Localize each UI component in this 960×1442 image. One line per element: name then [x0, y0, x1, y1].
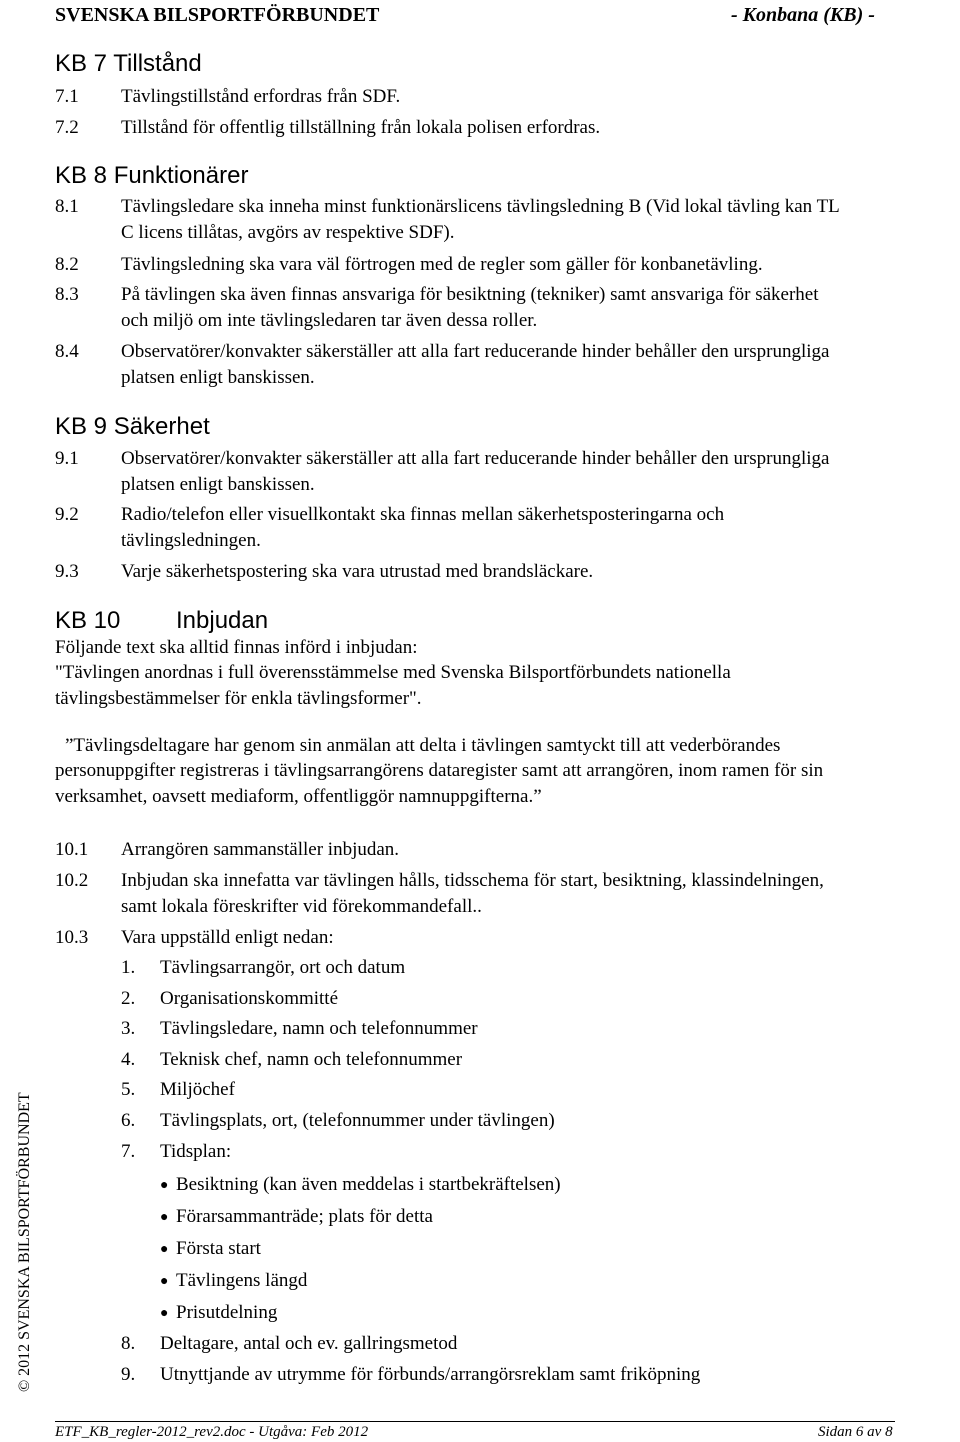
kb8-heading: KB 8 Funktionärer [55, 162, 249, 189]
bullet-text: Besiktning (kan även meddelas i startbekräftelsen) [176, 1174, 561, 1195]
kb10-heading-number: KB 10 [55, 607, 121, 634]
bullet-icon: ● [160, 1242, 169, 1257]
item-text: samt lokala föreskrifter vid förekommandefall.. [121, 896, 482, 917]
item-text: Tävlingsledare ska inneha minst funktionärslicens tävlingsledning B (Vid lokal tävling kan TL [121, 196, 840, 217]
bullet-text: Prisutdelning [176, 1302, 278, 1323]
item-text: Observatörer/konvakter säkerställer att alla fart reducerande hinder behåller den ursprungliga [121, 448, 830, 469]
item-text: platsen enligt banskissen. [121, 367, 315, 388]
item-text: Tillstånd för offentlig tillställning från lokala polisen erfordras. [121, 117, 601, 138]
list-text: Tävlingsledare, namn och telefonnummer [160, 1018, 478, 1039]
side-copyright-text: © 2012 SVENSKA BILSPORTFÖRBUNDET [16, 1092, 33, 1392]
item-number: 10.2 [55, 870, 89, 891]
item-text: Varje säkerhetspostering ska vara utrustad med brandsläckare. [121, 561, 594, 582]
list-number: 9. [121, 1364, 136, 1385]
list-text: Teknisk chef, namn och telefonnummer [160, 1049, 463, 1070]
bullet-icon: ● [160, 1210, 169, 1225]
item-text: Vara uppställd enligt nedan: [121, 927, 334, 948]
item-text: Tävlingstillstånd erfordras från SDF. [121, 86, 401, 107]
list-text: Tidsplan: [160, 1141, 232, 1162]
kb7-heading: KB 7 Tillstånd [55, 50, 202, 77]
item-number: 8.1 [55, 196, 79, 217]
item-number: 9.1 [55, 448, 79, 469]
kb9-heading: KB 9 Säkerhet [55, 413, 210, 440]
item-number: 8.3 [55, 284, 79, 305]
list-number: 3. [121, 1018, 136, 1039]
list-number: 4. [121, 1049, 136, 1070]
list-number: 5. [121, 1079, 136, 1100]
bullet-icon: ● [160, 1274, 169, 1289]
list-text: Organisationskommitté [160, 988, 339, 1009]
list-number: 7. [121, 1141, 136, 1162]
kb10-quote-line: personuppgifter registreras i tävlingsarrangörens dataregister samt att arrangören, inom ramen för sin [55, 760, 824, 781]
item-text: och miljö om inte tävlingsledaren tar även dessa roller. [121, 310, 538, 331]
bullet-text: Första start [176, 1238, 261, 1259]
item-text: platsen enligt banskissen. [121, 474, 315, 495]
kb10-quote-line: verksamhet, oavsett mediaform, offentliggör namnuppgifterna.” [55, 786, 542, 807]
bullet-text: Tävlingens längd [176, 1270, 308, 1291]
footer-page: Sidan 6 av 8 [818, 1424, 893, 1440]
list-number: 6. [121, 1110, 136, 1131]
list-number: 1. [121, 957, 136, 978]
kb10-intro-line: "Tävlingen anordnas i full överensstämmelse med Svenska Bilsportförbundets nationella [55, 662, 731, 683]
item-number: 8.4 [55, 341, 79, 362]
list-number: 8. [121, 1333, 136, 1354]
list-text: Utnyttjande av utrymme för förbunds/arrangörsreklam samt friköpning [160, 1364, 701, 1385]
header-org: SVENSKA BILSPORTFÖRBUNDET [55, 4, 380, 26]
item-text: Observatörer/konvakter säkerställer att alla fart reducerande hinder behåller den ursprungliga [121, 341, 830, 362]
item-number: 9.3 [55, 561, 79, 582]
kb10-quote-line: ”Tävlingsdeltagare har genom sin anmälan att delta i tävlingen samtyckt till att vederbörandes [65, 735, 781, 756]
item-number: 8.2 [55, 254, 79, 275]
list-text: Deltagare, antal och ev. gallringsmetod [160, 1333, 458, 1354]
side-copyright [0, 1092, 33, 1410]
list-text: Miljöchef [160, 1079, 235, 1100]
item-number: 7.2 [55, 117, 79, 138]
item-text: Radio/telefon eller visuellkontakt ska finnas mellan säkerhetsposteringarna och [121, 504, 725, 525]
list-number: 2. [121, 988, 136, 1009]
footer-divider [55, 1421, 895, 1422]
footer-filename: ETF_KB_regler-2012_rev2.doc - Utgåva: Feb 2012 [55, 1424, 369, 1440]
item-text: Inbjudan ska innefatta var tävlingen hålls, tidsschema för start, besiktning, klassindelningen, [121, 870, 824, 891]
kb10-intro-line: tävlingsbestämmelser för enkla tävlingsformer". [55, 688, 422, 709]
bullet-icon: ● [160, 1178, 169, 1193]
item-text: Tävlingsledning ska vara väl förtrogen med de regler som gäller för konbanetävling. [121, 254, 763, 275]
bullet-icon: ● [160, 1306, 169, 1321]
item-text: C licens tillåtas, avgörs av respektive SDF). [121, 222, 455, 243]
bullet-text: Förarsammanträde; plats för detta [176, 1206, 433, 1227]
list-text: Tävlingsplats, ort, (telefonnummer under tävlingen) [160, 1110, 555, 1131]
item-text: tävlingsledningen. [121, 530, 261, 551]
item-number: 7.1 [55, 86, 79, 107]
list-text: Tävlingsarrangör, ort och datum [160, 957, 406, 978]
kb10-heading-title: Inbjudan [176, 607, 269, 634]
item-number: 10.1 [55, 839, 89, 860]
kb10-intro-line: Följande text ska alltid finnas införd i inbjudan: [55, 637, 418, 658]
header-doc: - Konbana (KB) - [731, 4, 875, 26]
item-text: Arrangören sammanställer inbjudan. [121, 839, 400, 860]
item-number: 9.2 [55, 504, 79, 525]
item-text: På tävlingen ska även finnas ansvariga för besiktning (tekniker) samt ansvariga för säkerhet [121, 284, 819, 305]
item-number: 10.3 [55, 927, 89, 948]
